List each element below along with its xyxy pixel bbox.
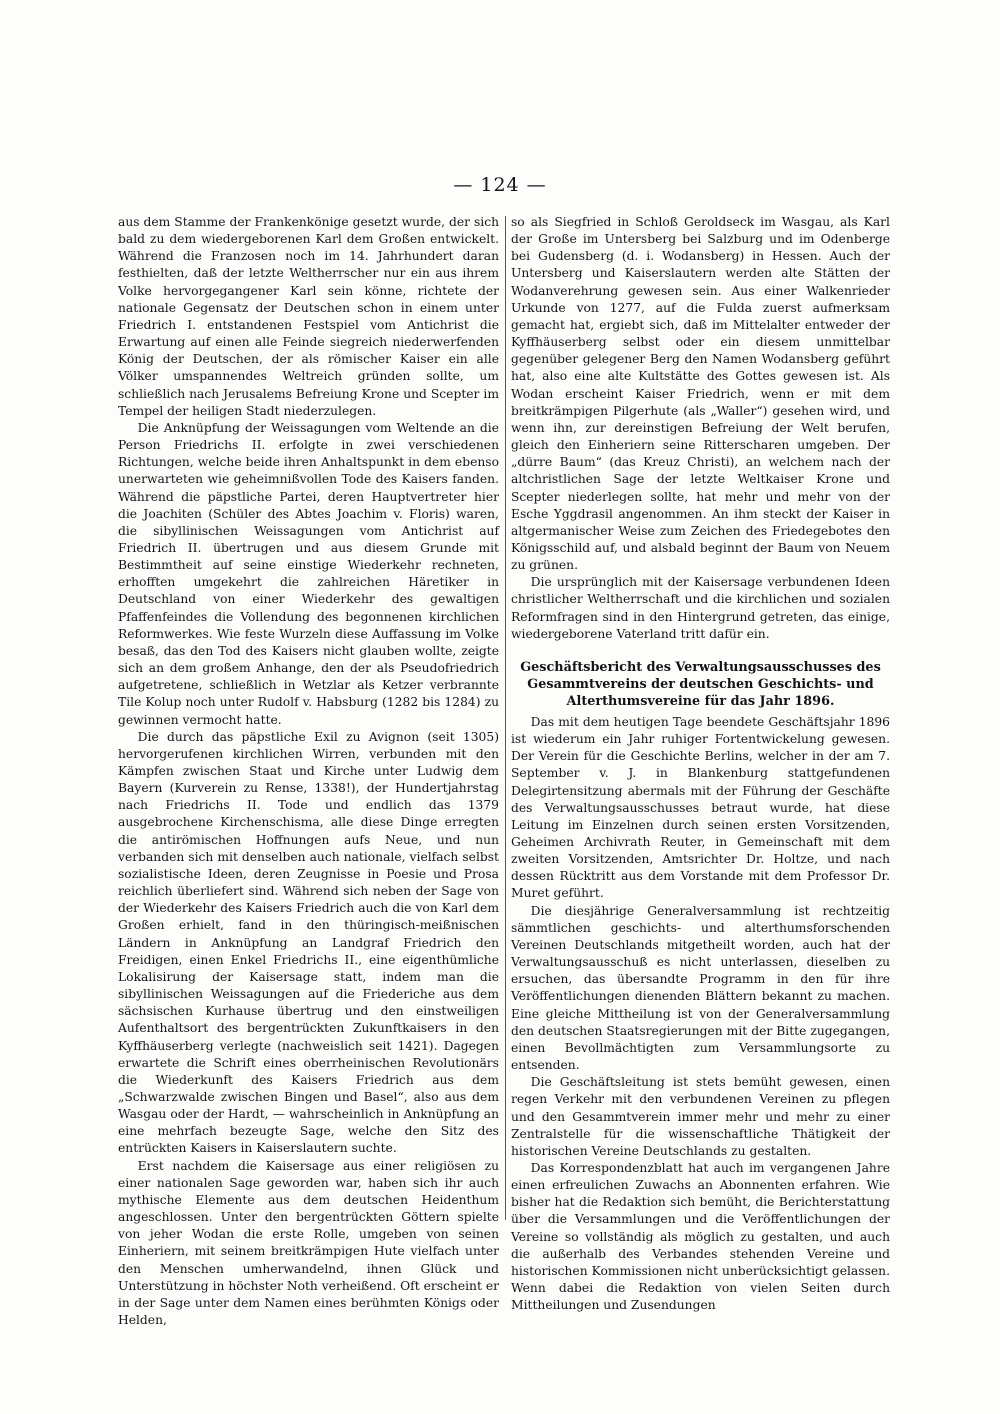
column-divider xyxy=(505,216,506,1220)
paragraph: Die Anknüpfung der Weissagungen vom Weltende an die Person Friedrichs II. erfolgte in zwei verschiedenen Richtungen, welche beide ihren Anhaltspunkt in dem ebenso unerwarteten wie geheimnißvollen Tode des Kaisers fanden. Während die päpstliche Partei, deren Hauptvertreter hier die Joachiten (Schüler des Abtes Joachim v. Floris) waren, die sibyllinischen Weissagungen vom Antichrist auf Friedrich II. übertrugen und aus diesem Grunde mit Bestimmtheit auf seine einstige Wiederkehr rechneten, erhofften umgekehrt die zahlreichen Häretiker in Deutschland von einer Wiederkehr des gewaltigen Pfaffenfeindes die Vollendung des begonnenen kirchlichen Reformwerkes. Wie feste Wurzeln diese Auffassung im Volke besaß, das den Tod des Kaisers nicht glauben wollte, zeigte sich an dem großem Anhange, den der als Pseudofriedrich aufgetretene, schließlich in Wetzlar als Ketzer verbrannte Tile Kolup noch unter Rudolf v. Habsburg (1282 bis 1284) zu gewinnen vermocht hatte. xyxy=(118,420,499,727)
paragraph: Das mit dem heutigen Tage beendete Geschäftsjahr 1896 ist wiederum ein Jahr ruhiger Fortentwickelung gewesen. Der Verein für die Geschichte Berlins, welcher in der am 7. September v. J. in Blankenburg stattgefundenen Delegirtensitzung abermals mit der Führung der Geschäfte des Verwaltungsausschusses betraut wurde, hat diese Leitung im Einzelnen durch seinen ersten Vorsitzenden, Geheimen Archivrath Reuter, in Gemeinschaft mit dem zweiten Vorsitzenden, Amtsrichter Dr. Holtze, und nach dessen Rücktritt aus dem Vorstande mit dem Professor Dr. Muret geführt. xyxy=(511,714,890,901)
section-heading: Geschäftsbericht des Verwaltungsausschusses des Gesammtvereins der deutschen Geschichts- und Alterthumsvereine für das Jahr 1896. xyxy=(520,659,881,709)
paragraph: Die Geschäftsleitung ist stets bemüht gewesen, einen regen Verkehr mit den verbundenen Vereinen zu pflegen und den Gesammtverein immer mehr und mehr zu einer Zentralstelle für die wissenschaftliche Thätigkeit der historischen Vereine Deutschlands zu gestalten. xyxy=(511,1075,890,1158)
paragraph: Die durch das päpstliche Exil zu Avignon (seit 1305) hervorgerufenen kirchlichen Wirren, verbunden mit den Kämpfen zwischen Staat und Kirche unter Ludwig dem Bayern (Kurverein zu Rense, 1338!), der Hundertjahrstag nach Friedrichs II. Tode und endlich das 1379 ausgebrochene Kirchenschisma, alle diese Dinge erregten die antirömischen Hoffnungen aufs Neue, und nun verbanden sich mit denselben auch nationale, vielfach selbst sozialistische Ideen, deren Zeugnisse in Poesie und Prosa reichlich überliefert sind. Während sich neben der Sage von der Wiederkehr des Kaisers Friedrich auch die von Karl dem Großen erhielt, fand in den thüringisch-meißnischen Ländern in Anknüpfung an Landgraf Friedrich den Freidigen, einen Enkel Friedrichs II., eine eigenthümliche Lokalisirung der Kaisersage statt, indem man die sibyllinischen Weissagungen auf die Friederiche aus dem sächsischen Kurhause übertrug und den einstweiligen Aufenthaltsort des bergentrückten Zukunftkaisers in den Kyffhäuserberg verlegte (nachweislich seit 1421). Dagegen erwartete die Schrift eines oberrheinischen Revolutionärs die Wiederkunft des Kaisers Friedrich aus dem „Schwarzwalde zwischen Bingen und Basel“, also aus dem Wasgau oder der Hardt, — wahrscheinlich in Anknüpfung an eine mehrfach bezeugte Sage, welche den Sitz des entrückten Kaisers in Kaiserslautern suchte. xyxy=(118,729,499,1156)
paragraph: so als Siegfried in Schloß Geroldseck im Wasgau, als Karl der Große im Untersberg bei Salzburg und im Odenberge bei Gudensberg (d. i. Wodansberg) in Hessen. Auch der Untersberg und Kaiserslautern werden alte Stätten der Wodanverehrung gewesen sein. Aus einer Walkenrieder Urkunde von 1277, auf die Fulda zuerst aufmerksam gemacht hat, ergiebt sich, daß im Mittelalter entweder der Kyffhäuserberg selbst oder ein diesem unmittelbar gegenüber gelegener Berg den Namen Wodansberg geführt hat, also eine alte Kultstätte des Gottes gewesen ist. Als Wodan erscheint Kaiser Friedrich, wenn er mit dem breitkrämpigen Pilgerhute (als „Waller“) gesehen wird, und wenn ihn, zur dereinstigen Befreiung der Welt berufen, gleich den Einheriern seine Ritterscharen umgeben. Der „dürre Baum“ (das Kreuz Christi), an welchem nach der altchristlichen Sage der letzte Weltkaiser Krone und Scepter niederlegen sollte, hat mehr und mehr von der Esche Yggdrasil angenommen. An ihm steckt der Kaiser in altgermanischer Weise zum Zeichen des Friedegebotes den Königsschild auf, und alsbald beginnt der Baum von Neuem zu grünen. xyxy=(511,215,890,573)
paragraph: Die diesjährige Generalversammlung ist rechtzeitig sämmtlichen geschichts- und alterthumsforschenden Vereinen Deutschlands mitgetheilt worden, auch hat der Verwaltungsausschuß es nicht unterlassen, dieselben zu ersuchen, das übersandte Programm in den für ihre Veröffentlichungen dienenden Blättern bekannt zu machen. Eine gleiche Mittheilung ist von der Generalversammlung den deutschen Staatsregierungen mit der Bitte zugegangen, einen Bevollmächtigten zum Versammlungsorte zu entsenden. xyxy=(511,903,890,1073)
page-number: — 124 — xyxy=(453,174,547,196)
left-column xyxy=(118,214,499,1327)
paragraph: Erst nachdem die Kaisersage aus einer religiösen zu einer nationalen Sage geworden war, haben sich ihr auch mythische Elemente aus dem deutschen Heidenthum angeschlossen. Unter den bergentrückten Göttern spielte von jeher Wodan die erste Rolle, umgeben von seinen Einheriern, mit seinem breitkrämpigen Hute vielfach unter den Menschen umherwandelnd, ihnen Glück und Unterstützung in höchster Noth verheißend. Oft erscheint er in der Sage unter dem Namen eines berühmten Königs oder Helden, xyxy=(118,1158,499,1327)
paragraph: Die ursprünglich mit der Kaisersage verbundenen Ideen christlicher Weltherrschaft und die kirchlichen und sozialen Reformfragen sind in den Hintergrund getreten, das einige, wiedergeborene Vaterland tritt dafür ein. xyxy=(511,575,890,641)
right-column xyxy=(511,214,890,1313)
paragraph: Das Korrespondenzblatt hat auch im vergangenen Jahre einen erfreulichen Zuwachs an Abonnenten erfahren. Wie bisher hat die Redaktion sich bemüht, die Berichterstattung über die Versammlungen und die Veröffentlichungen der Vereine so vollständig als möglich zu gestalten, und auch die außerhalb des Verbandes stehenden Vereine und historischen Kommissionen nicht unberücksichtigt gelassen. Wenn dabei die Redaktion von vielen Seiten durch Mittheilungen und Zusendungen xyxy=(511,1160,890,1313)
paragraph: aus dem Stamme der Frankenkönige gesetzt wurde, der sich bald zu dem wiedergeborenen Karl dem Großen entwickelt. Während die Franzosen noch im 14. Jahrhundert daran festhielten, daß der letzte Weltherrscher nur ein aus ihrem Volke hervorgegangener Karl sein könne, richtete der nationale Gegensatz der Deutschen schon in einem unter Friedrich I. entstandenen Festspiel vom Antichrist die Erwartung auf einen alle Feinde siegreich niederwerfenden König der Deutschen, der als römischer Kaiser ein alle Völker umspannendes Weltreich gründen sollte, um schließlich nach Jerusalems Befreiung Krone und Scepter im Tempel der heiligen Stadt niederzulegen. xyxy=(118,215,499,418)
